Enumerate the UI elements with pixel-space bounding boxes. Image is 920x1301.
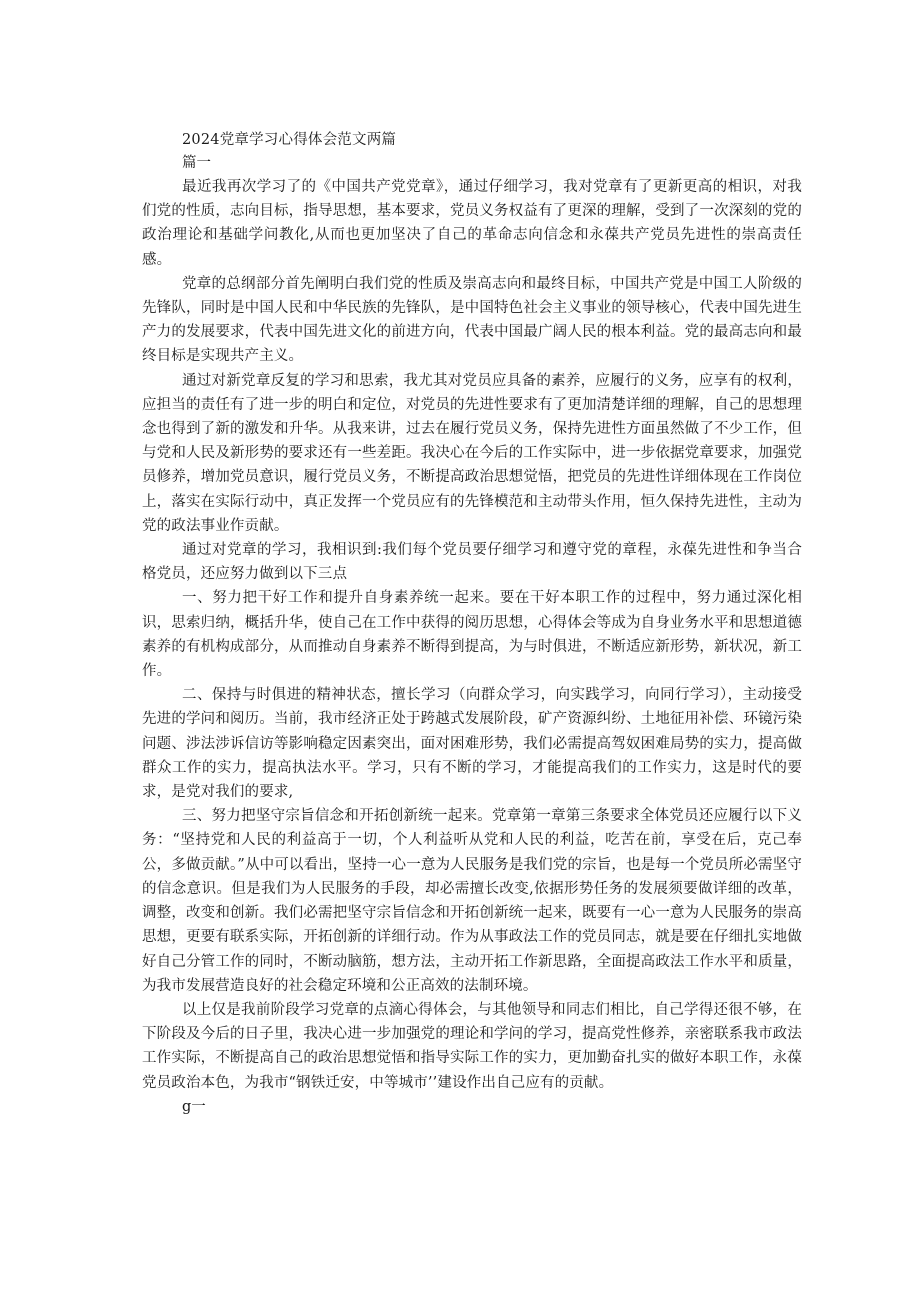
paragraph-4: 通过对党章的学习，我相识到:我们每个党员要仔细学习和遵守党的章程，永葆先进性和争当合格党员，还应努力做到以下三点 [142,542,802,583]
paragraph-5: 一、努力把干好工作和提升自身素养统一起来。要在干好本职工作的过程中，努力通过深化相识，思索归纳，概括升华，使自己在工作中获得的阅历思想，心得体会等成为自身业务水平和思想道德素养的有机构成部分，从而推动自身素养不断得到提高，为与时俱进，不断适应新形势，新状况，新工作。 [142,590,802,680]
document-title: 2024党章学习心得体会范文两篇 [182,132,397,148]
paragraph-7: 三、努力把坚守宗旨信念和开拓创新统一起来。党章第一章第三条要求全体党员还应履行以下义务：“坚持党和人民的利益高于一切，个人利益听从党和人民的利益，吃苦在前，享受在后，克己奉公，多做贡献。”从中可以看出，坚持一心一意为人民服务是我们党的宗旨，也是每一个党员所必需坚守的信念意识。但是我们为人民服务的手段，却必需擅长改变,依据形势任务的发展须要做详细的改革，调整，改变和创新。我们必需把坚守宗旨信念和开拓创新统一起来，既要有一心一意为人民服务的崇高思想，更要有联系实际，开拓创新的详细行动。作为从事政法工作的党员同志，就是要在仔细扎实地做好自己分管工作的同时，不断动脑筋，想方法，主动开拓工作新思路，全面提高政法工作水平和质量，为我市发展营造良好的社会稳定环境和公正高效的法制环境。 [142,808,802,994]
paragraph-3: 通过对新党章反复的学习和思索，我尤其对党员应具备的素养，应履行的义务，应享有的权利，应担当的责任有了进一步的明白和定位，对党员的先进性要求有了更加清楚详细的理解，自己的思想理念也得到了新的激发和升华。从我来讲，过去在履行党员义务，保持先进性方面虽然做了不少工作，但与党和人民及新形势的要求还有一些差距。我决心在今后的工作实际中，进一步依据党章要求，加强党员修养，增加党员意识，履行党员义务，不断提高政治思想觉悟，把党员的先进性详细体现在工作岗位上，落实在实际行动中，真正发挥一个党员应有的先锋模范和主动带头作用，恒久保持先进性，主动为党的政法事业作贡献。 [142,372,802,534]
paragraph-1: 最近我再次学习了的《中国共产党党章》，通过仔细学习，我对党章有了更新更高的相识，对我们党的性质，志向目标，指导思想，基本要求，党员义务权益有了更深的理解，受到了一次深刻的党的政治理论和基础学问教化,从而也更加坚决了自己的革命志向信念和永葆共产党员先进性的崇高责任感。 [142,179,802,268]
document-page [142,129,802,1119]
paragraph-2: 党章的总纲部分首先阐明白我们党的性质及崇高志向和最终目标，中国共产党是中国工人阶级的先锋队，同时是中国人民和中华民族的先锋队，是中国特色社会主义事业的领导核心，代表中国先进生产力的发展要求，代表中国先进文化的前进方向，代表中国最广阔人民的根本利益。党的最高志向和最终目标是实现共产主义。 [142,275,802,365]
section-one-label: 篇一 [182,155,211,171]
paragraph-8: 以上仅是我前阶段学习党章的点滴心得体会，与其他领导和同志们相比，自己学得还很不够，在下阶段及今后的日子里，我决心进一步加强党的理论和学问的学习，提高党性修养，亲密联系我市政法工作实际，不断提高自己的政治思想觉悟和指导实际工作的实力，更加勤奋扎实的做好本职工作，永葆党员政治本色，为我市“钢铁迁安，中等城市’’建设作出自己应有的贡献。 [142,1001,802,1091]
section-two-label: g一 [182,1098,206,1115]
paragraph-6: 二、保持与时俱进的精神状态，擅长学习（向群众学习，向实践学习，向同行学习），主动接受先进的学问和阅历。当前，我市经济正处于跨越式发展阶段，矿产资源纠纷、土地征用补偿、环镜污染问题、涉法涉诉信访等影响稳定因素突出，面对困难形势，我们必需提高驾奴困难局势的实力，提高做群众工作的实力，提高执法水平。学习，只有不断的学习，才能提高我们的工作实力，这是时代的要求，是党对我们的要求, [142,687,802,801]
